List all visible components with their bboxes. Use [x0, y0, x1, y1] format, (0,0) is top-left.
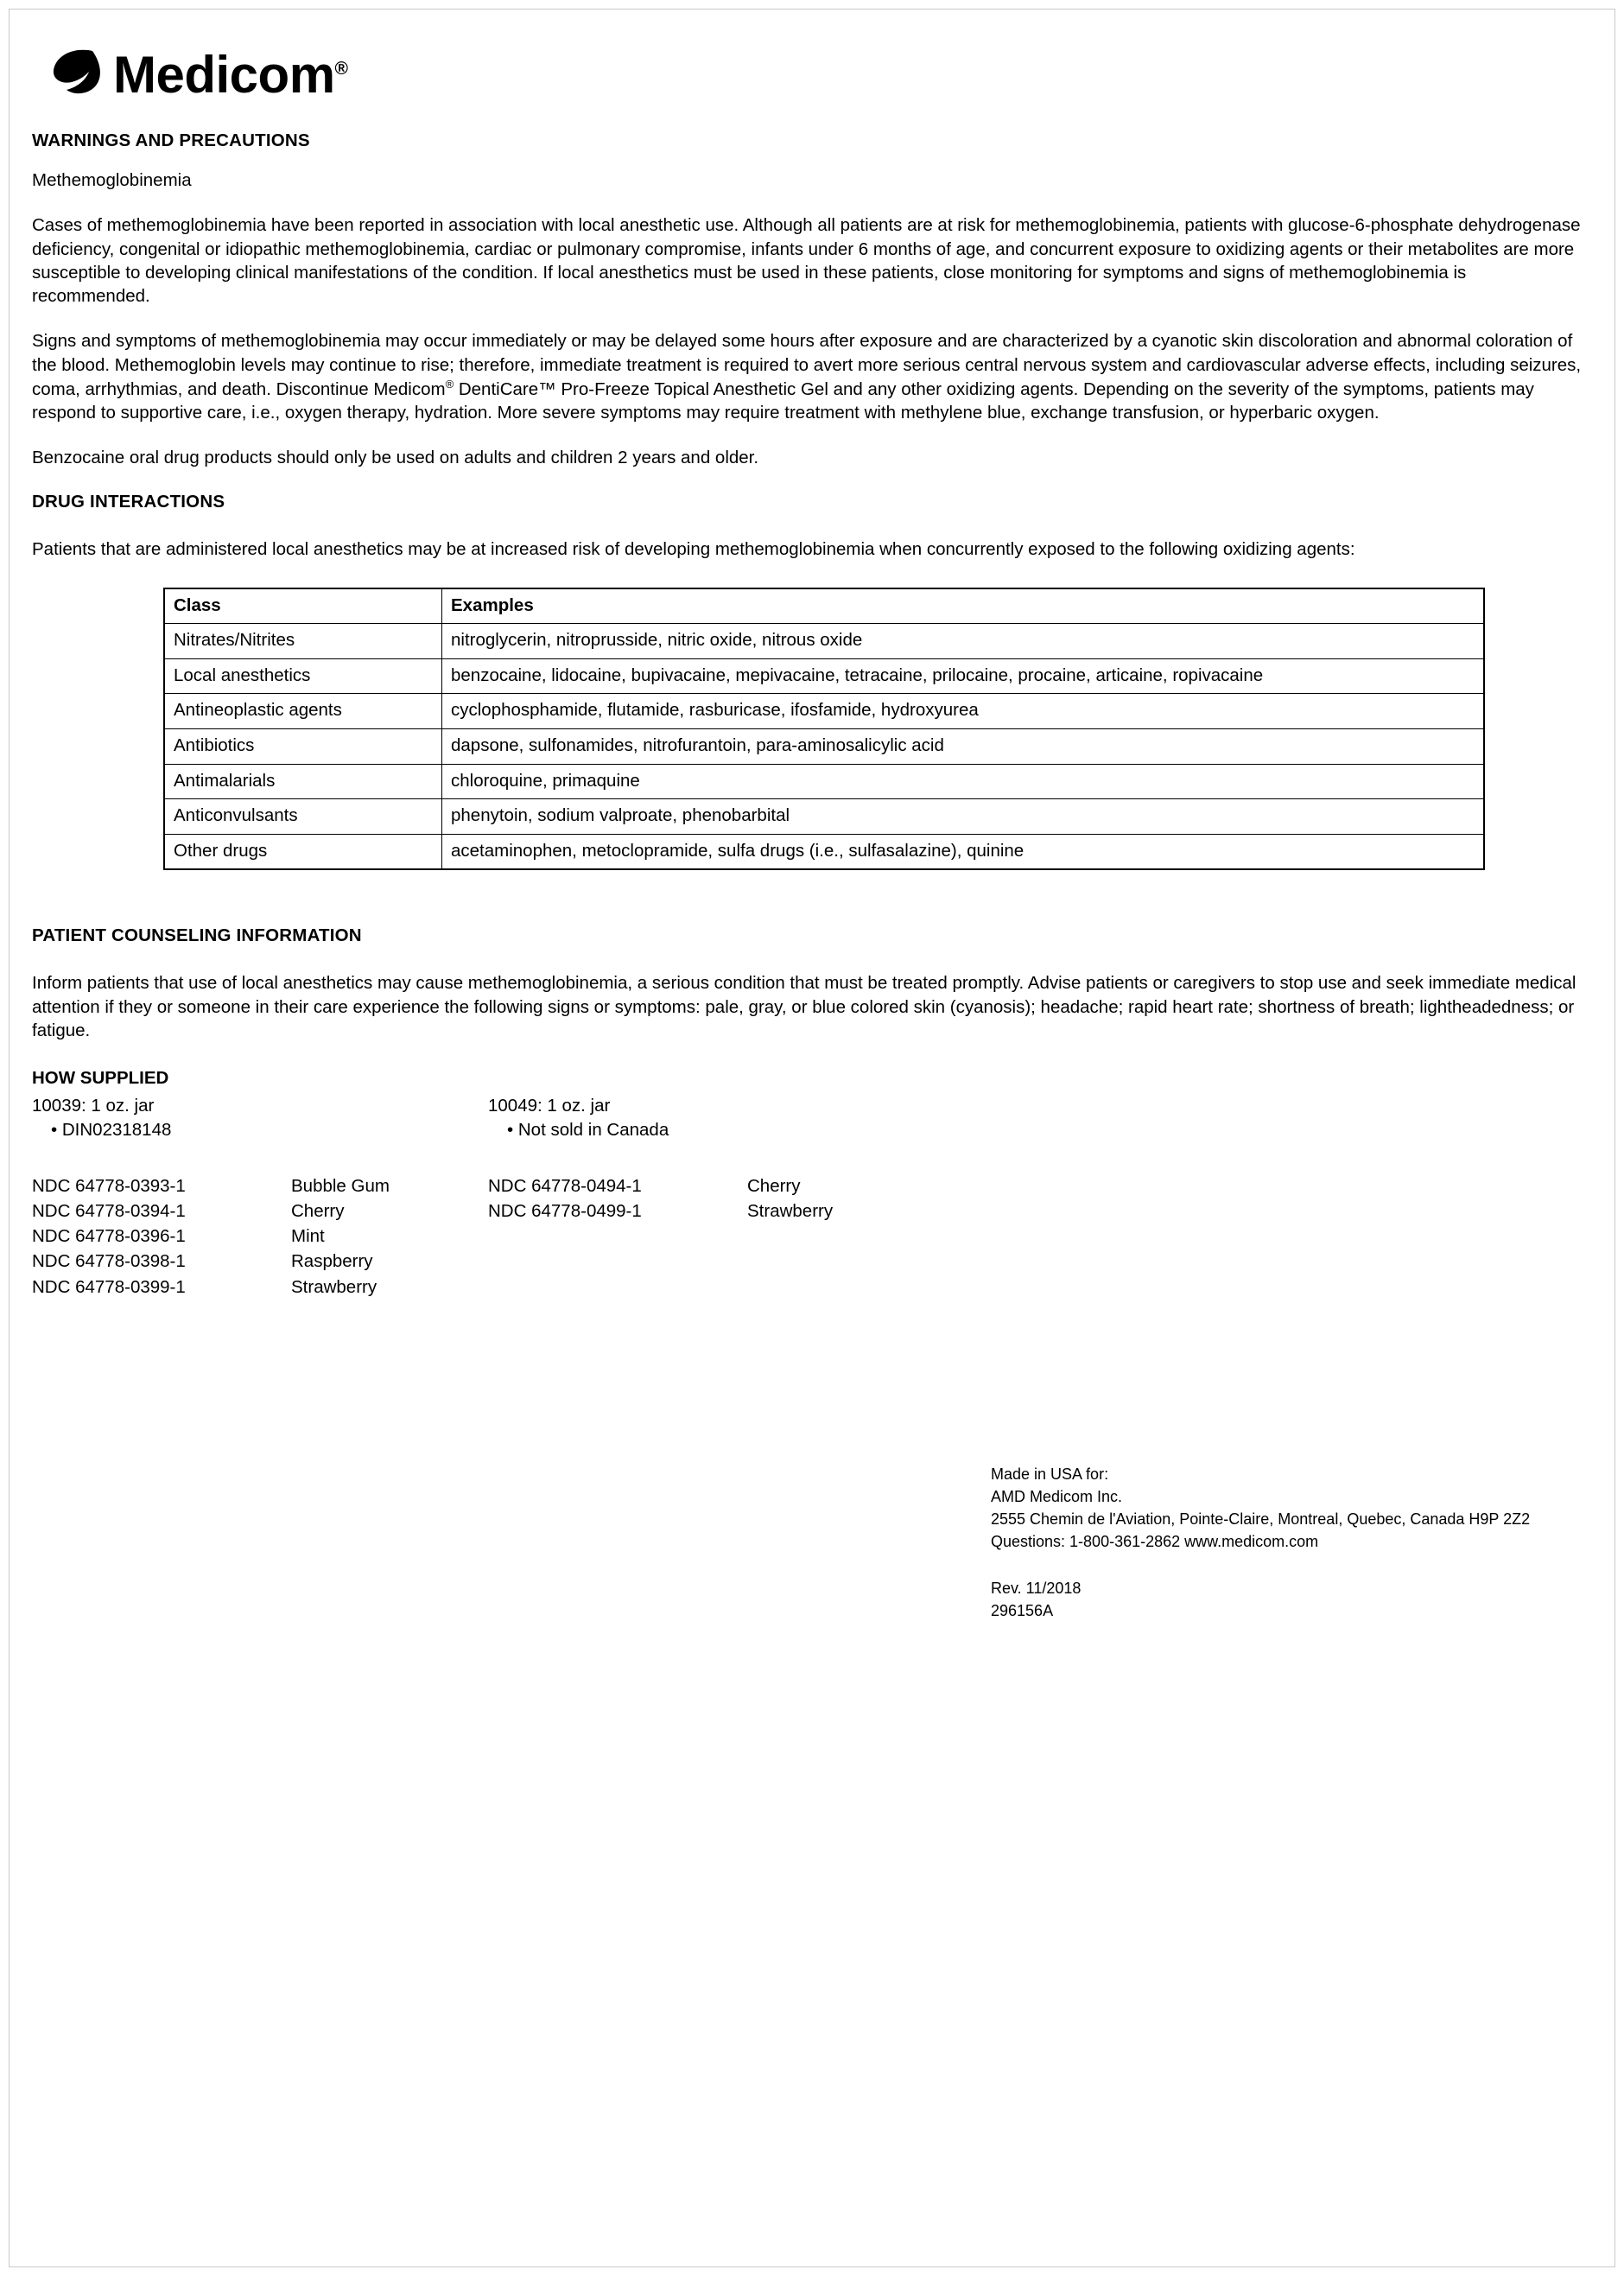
how-supplied-canada-note: • Not sold in Canada [507, 1120, 669, 1141]
brand-logo [42, 34, 1587, 117]
warnings-paragraph-3: Benzocaine oral drug products should only be used on adults and children 2 years and older. [32, 448, 759, 468]
ndc-code: NDC 64778-0494-1 [488, 1176, 642, 1197]
registered-mark: ® [334, 59, 348, 79]
ndc-code: NDC 64778-0393-1 [32, 1176, 186, 1197]
ndc-flavor: Strawberry [291, 1276, 377, 1297]
footer-revision: Rev. 11/2018 [991, 1579, 1082, 1597]
footer-line-address: 2555 Chemin de l'Aviation, Pointe-Claire, Montreal, Quebec, Canada H9P 2Z2 [991, 1510, 1531, 1528]
ndc-flavor: Raspberry [291, 1251, 373, 1272]
oxidizing-agents-table-wrapper [163, 588, 1485, 871]
list-item [32, 1198, 481, 1224]
oxidizing-agents-table [163, 588, 1485, 871]
ndc-flavor: Strawberry [747, 1201, 834, 1222]
how-supplied-item-10049: 10049: 1 oz. jar [488, 1096, 611, 1116]
table-row [164, 799, 1484, 835]
patient-counseling-heading: PATIENT COUNSELING INFORMATION [32, 925, 362, 946]
table-cell-examples: phenytoin, sodium valproate, phenobarbital [442, 799, 1485, 835]
ndc-listing [32, 1173, 1587, 1320]
ndc-flavor: Bubble Gum [291, 1176, 390, 1197]
ndc-code: NDC 64778-0499-1 [488, 1201, 642, 1222]
how-supplied-column-right [488, 1094, 972, 1143]
table-cell-examples: nitroglycerin, nitroprusside, nitric oxide, nitrous oxide [442, 624, 1485, 659]
list-item [32, 1275, 481, 1300]
how-supplied-column-left [32, 1094, 481, 1143]
ndc-code: NDC 64778-0394-1 [32, 1201, 186, 1222]
list-item [32, 1173, 481, 1198]
table-cell-class: Local anesthetics [164, 658, 442, 694]
list-item [488, 1198, 972, 1224]
table-cell-examples: dapsone, sulfonamides, nitrofurantoin, para-aminosalicylic acid [442, 728, 1485, 764]
warnings-heading: WARNINGS AND PRECAUTIONS [32, 130, 310, 150]
table-cell-examples: chloroquine, primaquine [442, 764, 1485, 799]
document-sheet [9, 9, 1615, 2267]
ndc-listing-left [32, 1173, 481, 1300]
warnings-paragraph-2-a: Signs and symptoms of methemoglobinemia may occur immediately or may be delayed some hours after exposure and are characterized by a cyanotic skin discoloration and abnormal coloration of the blood. Methemoglobin levels may continue to rise; therefore, immediate treatment is required to avert more serious central nervous system and cardiovascular adverse effects, including seizures, coma, arrhythmias, and death. Discontinue Medicom [32, 331, 1582, 399]
table-row [164, 834, 1484, 869]
ndc-flavor: Cherry [291, 1201, 345, 1222]
registered-mark-inline: ® [445, 377, 454, 391]
table-cell-examples: benzocaine, lidocaine, bupivacaine, mepivacaine, tetracaine, prilocaine, procaine, articaine, ropivacaine [442, 658, 1485, 694]
table-row [164, 624, 1484, 659]
footer-line-company: AMD Medicom Inc. [991, 1487, 1123, 1505]
footer-doc-code: 296156A [991, 1601, 1054, 1619]
warnings-subheading: Methemoglobinemia [32, 170, 192, 190]
warnings-paragraph-2 [32, 329, 1587, 424]
how-supplied-heading: HOW SUPPLIED [32, 1068, 169, 1089]
list-item [32, 1224, 481, 1249]
ndc-code: NDC 64778-0399-1 [32, 1276, 186, 1297]
patient-counseling-paragraph: Inform patients that use of local anesthetics may cause methemoglobinemia, a serious condition that must be treated promptly. Advise patients or caregivers to stop use and seek immediate medical attention if they or someone in their care experience the following signs or symptoms: pale, gray, or blue colored skin (cyanosis); headache; rapid heart rate; shortness of breath; lightheadedness; or fatigue. [32, 973, 1576, 1040]
table-row [164, 728, 1484, 764]
table-header-row [164, 588, 1484, 624]
drug-interactions-paragraph: Patients that are administered local anesthetics may be at increased risk of developing methemoglobinemia when concurrently exposed to the following oxidizing agents: [32, 539, 1355, 560]
table-cell-examples: cyclophosphamide, flutamide, rasburicase, ifosfamide, hydroxyurea [442, 694, 1485, 729]
medicom-swirl-logo-icon [42, 42, 108, 108]
how-supplied-columns [32, 1094, 1587, 1148]
list-item [488, 1173, 972, 1198]
table-cell-class: Other drugs [164, 834, 442, 869]
document-content [32, 34, 1587, 1619]
table-row [164, 694, 1484, 729]
ndc-code: NDC 64778-0396-1 [32, 1226, 186, 1247]
table-header-examples: Examples [442, 588, 1485, 624]
manufacturer-footer [991, 1464, 1595, 1622]
drug-interactions-heading: DRUG INTERACTIONS [32, 492, 225, 512]
ndc-flavor: Cherry [747, 1176, 801, 1197]
table-row [164, 658, 1484, 694]
table-cell-class: Antibiotics [164, 728, 442, 764]
table-row [164, 764, 1484, 799]
ndc-code: NDC 64778-0398-1 [32, 1251, 186, 1272]
table-cell-class: Nitrates/Nitrites [164, 624, 442, 659]
footer-line-contact: Questions: 1-800-361-2862 www.medicom.com [991, 1532, 1319, 1550]
brand-name: Medicom® [113, 46, 348, 104]
warnings-paragraph-1: Cases of methemoglobinemia have been reported in association with local anesthetic use. Although all patients are at risk for methemoglobinemia, patients with glucose-6-phosphate dehydrogenase deficiency, congenital or idiopathic methemoglobinemia, cardiac or pulmonary compromise, infants under 6 months of age, and concurrent exposure to oxidizing agents or their metabolites are more susceptible to developing clinical manifestations of the condition. If local anesthetics must be used in these patients, close monitoring for symptoms and signs of methemoglobinemia is recommended. [32, 215, 1581, 306]
ndc-listing-right [488, 1173, 972, 1224]
how-supplied-item-10039: 10039: 1 oz. jar [32, 1096, 155, 1116]
table-cell-examples: acetaminophen, metoclopramide, sulfa drugs (i.e., sulfasalazine), quinine [442, 834, 1485, 869]
ndc-flavor: Mint [291, 1226, 325, 1247]
warnings-paragraph-2-b: DentiCare™ Pro-Freeze Topical Anesthetic Gel and any other oxidizing agents. Depending on the severity of the symptoms, patients may respond to supportive care, i.e., oxygen therapy, hydration. More severe symptoms may require treatment with methylene blue, exchange transfusion, or hyperbaric oxygen. [32, 378, 1534, 423]
list-item [32, 1249, 481, 1274]
table-cell-class: Antineoplastic agents [164, 694, 442, 729]
how-supplied-din: • DIN02318148 [51, 1120, 172, 1141]
table-cell-class: Anticonvulsants [164, 799, 442, 835]
table-cell-class: Antimalarials [164, 764, 442, 799]
table-header-class: Class [164, 588, 442, 624]
footer-line-made-in: Made in USA for: [991, 1465, 1109, 1483]
